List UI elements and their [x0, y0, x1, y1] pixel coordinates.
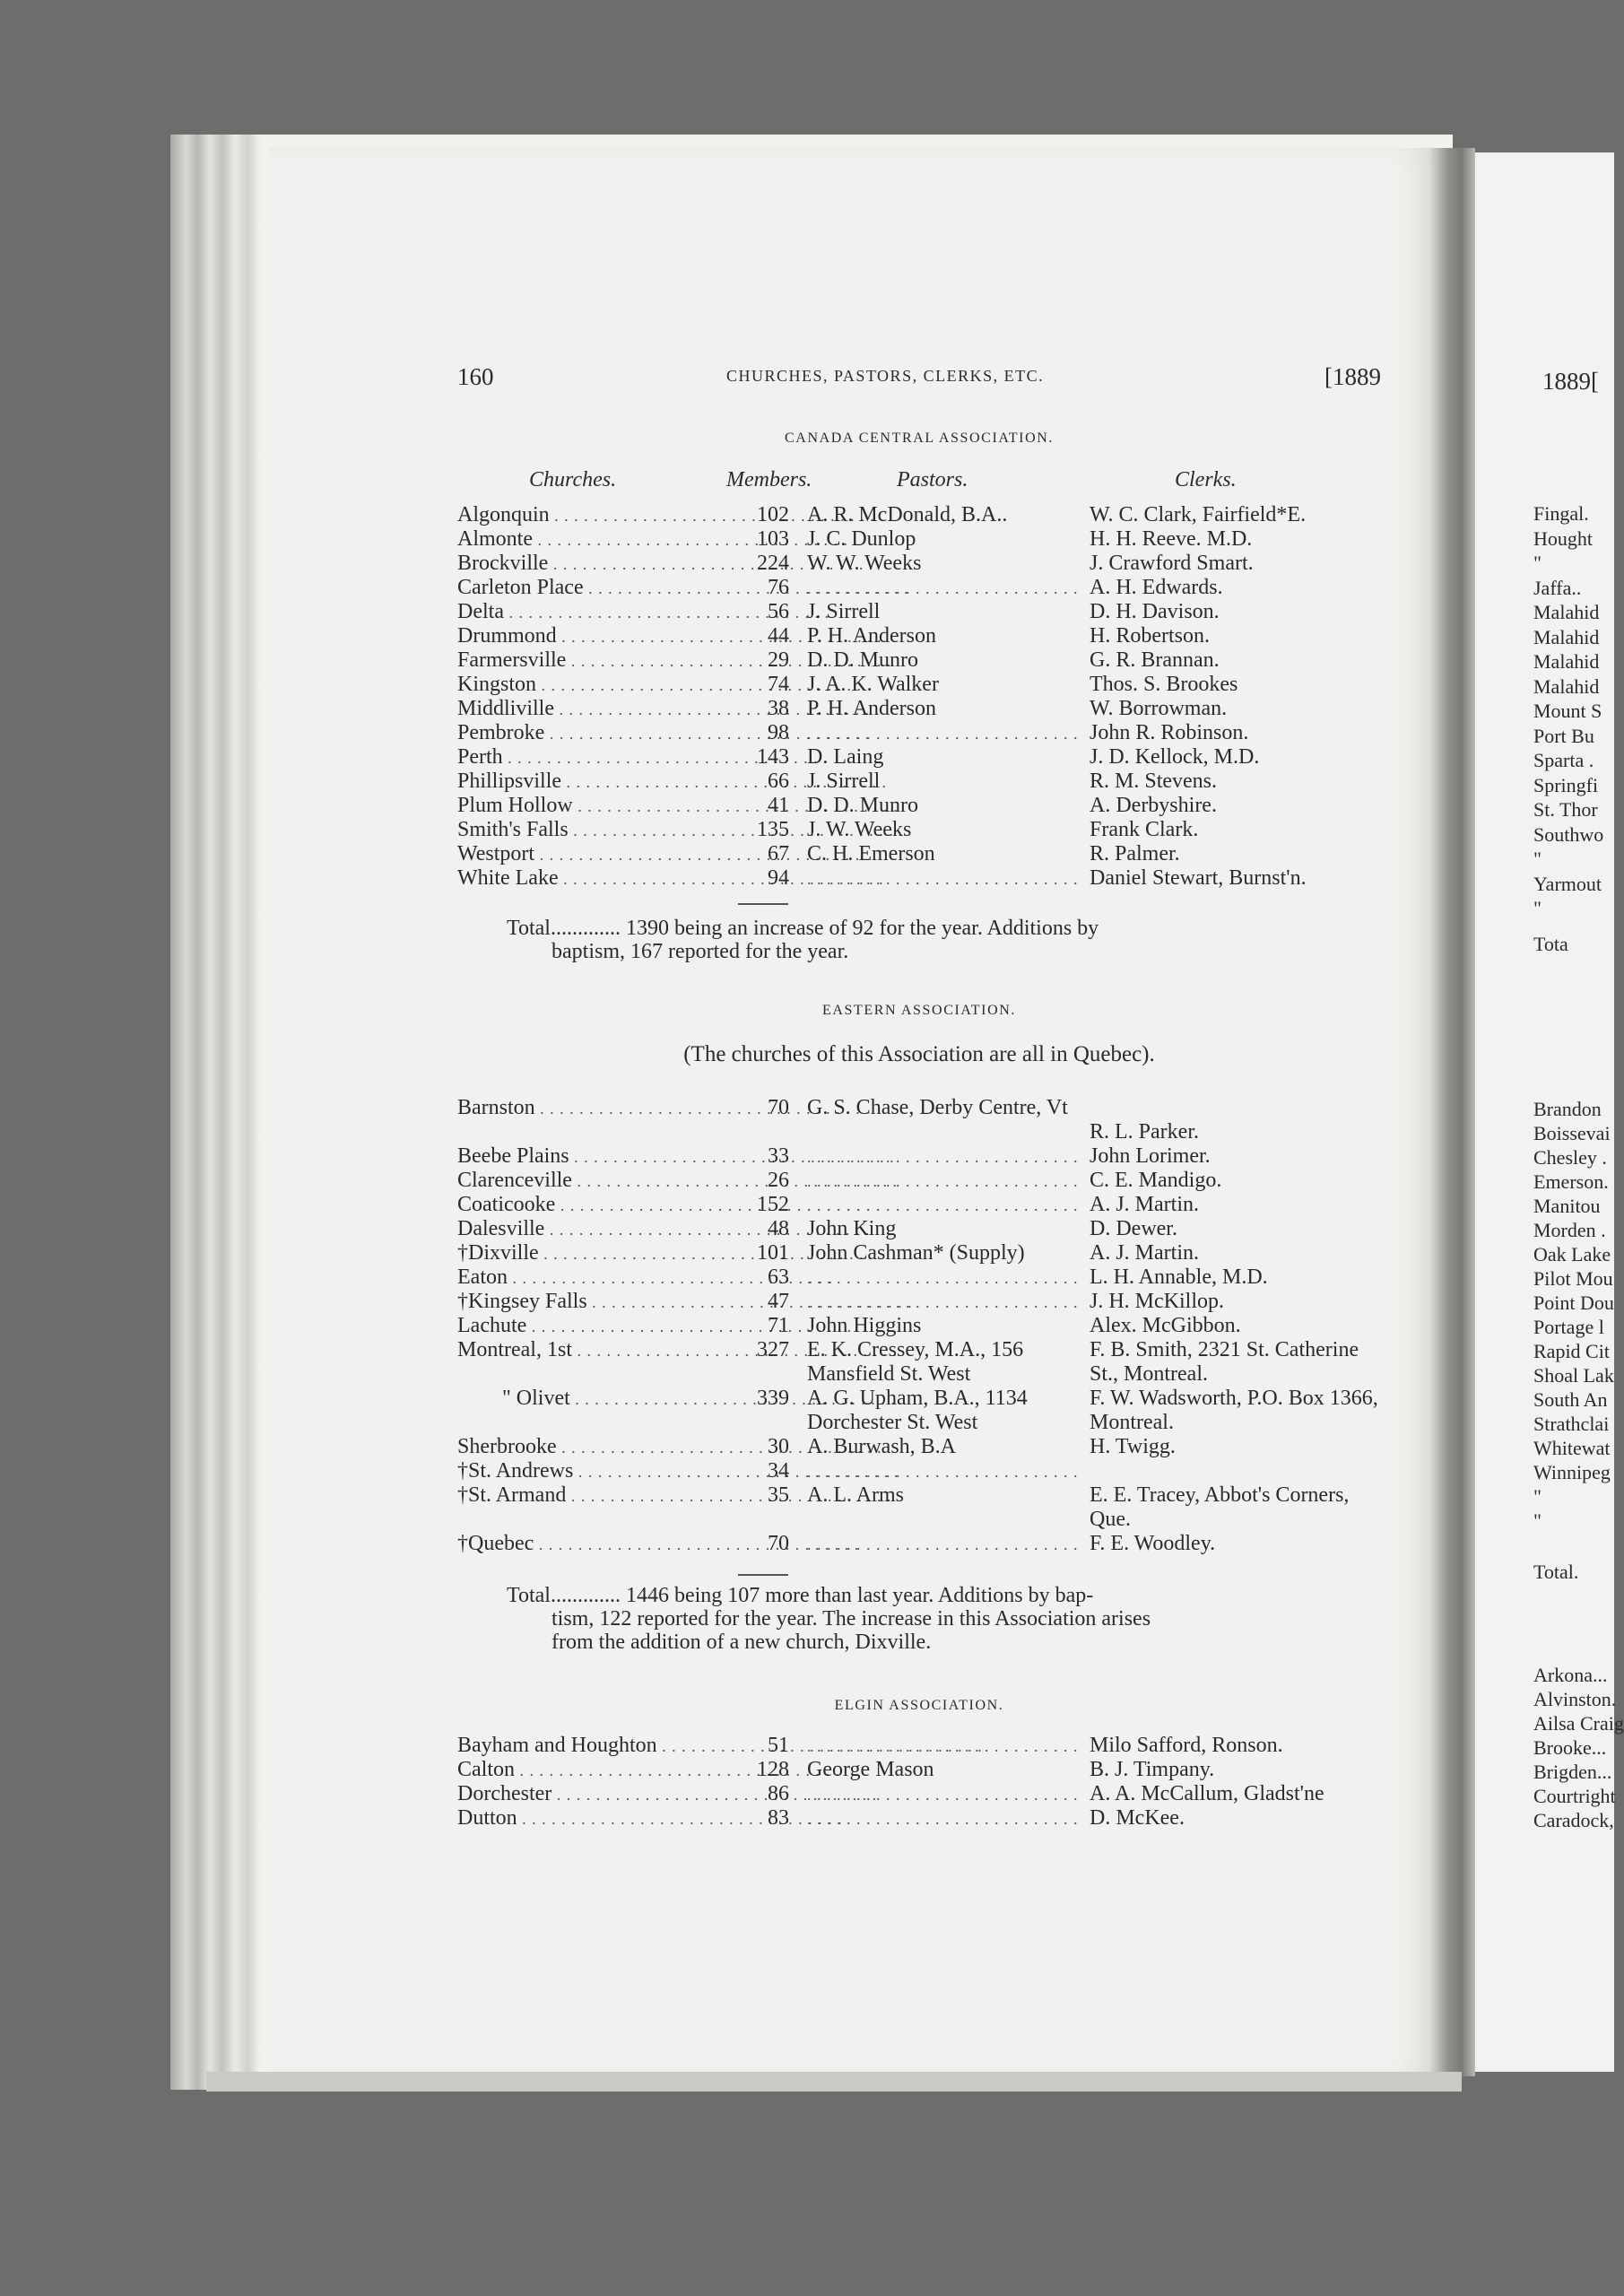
- pastor-name: P. H. Anderson: [807, 697, 937, 720]
- pastor-name: [807, 1459, 1076, 1484]
- clerk-name: John Lorimer.: [1090, 1144, 1211, 1168]
- member-count: 71: [768, 1314, 789, 1337]
- member-count: 30: [768, 1435, 789, 1458]
- clerk-name: R. L. Parker.: [1090, 1120, 1199, 1144]
- table-row: [457, 842, 1381, 866]
- member-count: 70: [768, 1096, 789, 1119]
- table-row: [457, 1435, 1381, 1459]
- table-row: [457, 1241, 1381, 1265]
- right-page-entry: Pilot Mou: [1533, 1267, 1613, 1290]
- clerk-name: H. H. Reeve. M.D.: [1090, 527, 1253, 551]
- clerk-name: F. E. Woodley.: [1090, 1532, 1216, 1555]
- eastern-title: EASTERN ASSOCIATION.: [821, 1003, 1016, 1018]
- right-page-entry: South An: [1533, 1388, 1608, 1411]
- church-name: Delta . . .: [457, 600, 726, 624]
- clerk-name: Daniel Stewart, Burnst'n.: [1090, 866, 1307, 890]
- right-page-entry: Tota: [1533, 933, 1568, 955]
- right-page-entry: Jaffa..: [1533, 576, 1582, 599]
- pastor-name: P. H. Anderson: [807, 624, 937, 648]
- clerk-name: G. R. Brannan.: [1090, 648, 1220, 672]
- church-name: Clarenceville . . .: [457, 1169, 726, 1193]
- page-number: 160: [457, 363, 494, 390]
- church-name: Carleton Place . . .: [457, 576, 726, 600]
- right-page-entry: ": [1533, 1485, 1541, 1508]
- right-page-entry: St. Thor: [1533, 798, 1598, 821]
- right-page-entry: Brooke...: [1533, 1736, 1607, 1759]
- clerk-name: Thos. S. Brookes: [1090, 673, 1238, 696]
- clerk-name: H. Robertson.: [1090, 624, 1210, 648]
- pastor-name: [807, 1265, 1076, 1291]
- member-count: 101: [757, 1241, 789, 1265]
- pastor-name: [807, 1782, 1076, 1807]
- church-name: Drummond . . .: [457, 624, 726, 648]
- right-page-entry: Port Bu: [1533, 724, 1594, 747]
- church-name: Brockville . . .: [457, 552, 726, 576]
- table-row: [457, 1314, 1381, 1338]
- clerk-name: Frank Clark.: [1090, 818, 1199, 841]
- pastor-name: G. S. Chase, Derby Centre, Vt: [807, 1096, 1068, 1119]
- church-name: †Kingsey Falls . . .: [457, 1290, 726, 1314]
- clerk-name: B. J. Timpany.: [1090, 1758, 1215, 1781]
- clerk-name: A. A. McCallum, Gladst'ne: [1090, 1782, 1324, 1805]
- member-count: 38: [768, 697, 789, 720]
- right-page-entry: Springfi: [1533, 773, 1599, 796]
- pastor-name: [807, 866, 1076, 891]
- member-count: 26: [768, 1169, 789, 1192]
- member-count: 152: [757, 1193, 789, 1216]
- clerk-name: Alex. McGibbon.: [1090, 1314, 1241, 1337]
- running-year: [1889: [1324, 363, 1381, 390]
- member-count: 41: [768, 794, 789, 817]
- clerk-name: R. M. Stevens.: [1090, 770, 1218, 793]
- church-name: " Olivet . . .: [457, 1387, 726, 1411]
- right-page-entry: Emerson.: [1533, 1170, 1609, 1193]
- clerk-name: F. W. Wadsworth, P.O. Box 1366, Montreal.: [1090, 1387, 1378, 1434]
- right-page-entry: Manitou: [1533, 1195, 1601, 1217]
- pastor-name: D. D. Munro: [807, 648, 918, 672]
- pastor-name: [807, 1144, 1076, 1170]
- right-page-entry: Malahid: [1533, 650, 1600, 673]
- clerk-name: A. J. Martin.: [1090, 1241, 1199, 1265]
- right-page-entry: ": [1533, 1509, 1541, 1532]
- clerk-name: Milo Safford, Ronson.: [1090, 1734, 1283, 1757]
- table-row: [457, 576, 1381, 600]
- elgin-table: [457, 1734, 1381, 1831]
- right-page-entry: Courtright: [1533, 1785, 1616, 1807]
- clerk-name: L. H. Annable, M.D.: [1090, 1265, 1268, 1289]
- table-row: [457, 1290, 1381, 1314]
- church-name: Smith's Falls . . .: [457, 818, 726, 842]
- church-name: †Dixville . . .: [457, 1241, 726, 1265]
- right-page-entry: Brigden...: [1533, 1761, 1612, 1783]
- church-name: †St. Andrews . . .: [457, 1459, 726, 1483]
- header-pastors: Pastors.: [897, 468, 968, 491]
- clerk-name: D. H. Davison.: [1090, 600, 1220, 623]
- right-page-entry: Oak Lake: [1533, 1243, 1611, 1265]
- member-count: 98: [768, 721, 789, 744]
- table-row: [457, 866, 1381, 891]
- right-page-entry: Portage l: [1533, 1316, 1604, 1338]
- pastor-name: [807, 1806, 1076, 1831]
- table-row: [457, 1096, 1381, 1144]
- member-count: 339: [757, 1387, 789, 1410]
- right-page-entry: Whitewat: [1533, 1437, 1611, 1459]
- church-name: Coaticooke . . .: [457, 1193, 726, 1217]
- church-name: White Lake . . .: [457, 866, 726, 891]
- book-gutter: [1430, 148, 1475, 2076]
- member-count: 66: [768, 770, 789, 793]
- pastor-name: D. Laing: [807, 745, 884, 769]
- right-page-entry: Chesley .: [1533, 1146, 1607, 1169]
- eastern-total-line2: tism, 122 reported for the year. The increase in this Association arises: [551, 1607, 1151, 1631]
- church-name: †Quebec . . .: [457, 1532, 726, 1556]
- right-page-entry: Mount S: [1533, 700, 1602, 722]
- pastor-name: John King: [807, 1217, 897, 1240]
- pastor-name: J. A. K. Walker: [807, 673, 939, 696]
- pastor-name: John Higgins: [807, 1314, 922, 1337]
- right-page-entry: Malahid: [1533, 674, 1600, 698]
- right-page-entry: ": [1533, 897, 1541, 919]
- table-row: [457, 745, 1381, 770]
- right-page-entry: Southwo: [1533, 822, 1604, 846]
- member-count: 51: [768, 1734, 789, 1757]
- pastor-name: [807, 1532, 1076, 1557]
- table-row: [457, 503, 1381, 527]
- pastor-name: A. L. Arms: [807, 1483, 904, 1507]
- right-page-entry: Rapid Cit: [1533, 1340, 1610, 1362]
- table-row: [457, 697, 1381, 721]
- eastern-total-line3: from the addition of a new church, Dixville.: [551, 1631, 932, 1654]
- church-name: Perth . . .: [457, 745, 726, 770]
- table-row: [457, 1483, 1381, 1532]
- page-bottom-edge: [206, 2072, 1462, 2092]
- canada-central-title: CANADA CENTRAL ASSOCIATION.: [785, 430, 1054, 446]
- canada-central-table: [457, 503, 1381, 891]
- clerk-name: C. E. Mandigo.: [1090, 1169, 1222, 1192]
- header-churches: Churches.: [529, 468, 617, 491]
- canada-central-total: [457, 917, 1381, 963]
- pastor-name: [807, 576, 1076, 601]
- church-name: Almonte . . .: [457, 527, 726, 552]
- table-row: [457, 1758, 1381, 1782]
- clerk-name: R. Palmer.: [1090, 842, 1180, 865]
- pastor-name: E. K. Cressey, M.A., 156 Mansfield St. West: [807, 1338, 1024, 1386]
- member-count: 135: [757, 818, 789, 841]
- member-count: 94: [768, 866, 789, 890]
- clerk-name: A. H. Edwards.: [1090, 576, 1223, 599]
- church-name: Dalesville . . .: [457, 1217, 726, 1241]
- church-name: Middliville . . .: [457, 697, 726, 721]
- table-row: [457, 1459, 1381, 1483]
- pastor-name: A. G. Upham, B.A., 1134 Dorchester St. West: [807, 1387, 1028, 1434]
- table-row: [457, 527, 1381, 552]
- right-page-entry: Sparta .: [1533, 749, 1594, 771]
- pastor-name: George Mason: [807, 1758, 934, 1781]
- pastor-name: J. C. Dunlop: [807, 527, 916, 551]
- running-head: [457, 363, 1381, 396]
- member-count: 29: [768, 648, 789, 672]
- right-page-entry: Strathclai: [1533, 1413, 1610, 1435]
- clerk-name: D. McKee.: [1090, 1806, 1185, 1830]
- member-count: 327: [757, 1338, 789, 1361]
- pastor-name: [807, 1290, 1076, 1315]
- church-name: Algonquin . . .: [457, 503, 726, 527]
- member-count: 63: [768, 1265, 789, 1289]
- right-page-entry: Boissevai: [1533, 1122, 1611, 1144]
- right-page-entry: Alvinston.: [1533, 1688, 1617, 1710]
- pastor-name: D. D. Munro: [807, 794, 918, 817]
- church-name: Plum Hollow . . .: [457, 794, 726, 818]
- member-count: 67: [768, 842, 789, 865]
- right-page-year: 1889[: [1542, 368, 1599, 395]
- clerk-name: J. H. McKillop.: [1090, 1290, 1224, 1313]
- table-row: [457, 552, 1381, 576]
- church-name: Pembroke . . .: [457, 721, 726, 745]
- clerk-name: H. Twigg.: [1090, 1435, 1176, 1458]
- church-name: Barnston . . .: [457, 1096, 726, 1120]
- table-row: [457, 624, 1381, 648]
- clerk-name: A. J. Martin.: [1090, 1193, 1199, 1216]
- table-row: [457, 1734, 1381, 1758]
- church-name: Beebe Plains . . .: [457, 1144, 726, 1169]
- pastor-name: J. W. Weeks: [807, 818, 912, 841]
- church-name: Montreal, 1st . . .: [457, 1338, 726, 1362]
- clerk-name: John R. Robinson.: [1090, 721, 1249, 744]
- clerk-name: F. B. Smith, 2321 St. Catherine St., Montreal.: [1090, 1338, 1359, 1386]
- right-page-entry: Morden .: [1533, 1219, 1606, 1241]
- table-row: [457, 794, 1381, 818]
- right-page-entry: ": [1533, 848, 1541, 870]
- right-page-entry: Yarmout: [1533, 872, 1602, 895]
- table-row: [457, 1217, 1381, 1241]
- total-rule: [738, 1574, 788, 1576]
- right-page-entry: Total.: [1533, 1561, 1579, 1583]
- member-count: 224: [757, 552, 789, 575]
- clerk-name: A. Derbyshire.: [1090, 794, 1217, 817]
- pastor-name: J. Sirrell: [807, 770, 881, 793]
- member-count: 103: [757, 527, 789, 551]
- header-members: Members.: [726, 468, 812, 491]
- right-page-entry: Fingal.: [1533, 502, 1589, 525]
- table-row: [457, 770, 1381, 794]
- clerk-name: W. C. Clark, Fairfield*E.: [1090, 503, 1307, 526]
- table-row: [457, 1532, 1381, 1556]
- table-row: [457, 1387, 1381, 1435]
- elgin-title: ELGIN ASSOCIATION.: [834, 1698, 1004, 1713]
- eastern-table: [457, 1096, 1381, 1556]
- member-count: 56: [768, 600, 789, 623]
- right-page-entry: Caradock,: [1533, 1809, 1614, 1831]
- church-name: Sherbrooke . . .: [457, 1435, 726, 1459]
- table-row: [457, 1265, 1381, 1290]
- pastor-name: A. R. McDonald, B.A..: [807, 503, 1008, 526]
- pastor-name: [807, 721, 1076, 746]
- pastor-name: [807, 1193, 1076, 1218]
- member-count: 48: [768, 1217, 789, 1240]
- member-count: 44: [768, 624, 789, 648]
- pastor-name: C. H. Emerson: [807, 842, 935, 865]
- eastern-total-line1: Total............. 1446 being 107 more than last year. Additions by bap-: [507, 1584, 1094, 1607]
- header-clerks: Clerks.: [1175, 468, 1237, 491]
- church-name: Phillipsville . . .: [457, 770, 726, 794]
- running-title: CHURCHES, PASTORS, CLERKS, ETC.: [726, 367, 1045, 385]
- member-count: 34: [768, 1459, 789, 1483]
- right-page-entry: Winnipeg: [1533, 1461, 1611, 1483]
- table-row: [457, 1806, 1381, 1831]
- eastern-total: [457, 1584, 1381, 1654]
- table-row: [457, 1193, 1381, 1217]
- member-count: 143: [757, 745, 789, 769]
- pastor-name: A. Burwash, B.A: [807, 1435, 956, 1458]
- pastor-name: John Cashman* (Supply): [807, 1241, 1025, 1265]
- pastor-name: [807, 1734, 1076, 1759]
- table-row: [457, 818, 1381, 842]
- member-count: 83: [768, 1806, 789, 1830]
- member-count: 47: [768, 1290, 789, 1313]
- pastor-name: [807, 1169, 1076, 1194]
- church-name: Calton . . .: [457, 1758, 726, 1782]
- table-row: [457, 721, 1381, 745]
- right-page-entry: Malahid: [1533, 601, 1600, 623]
- table-row: [457, 673, 1381, 697]
- church-name: Kingston . . .: [457, 673, 726, 697]
- right-page-entry: ": [1533, 552, 1541, 574]
- pastor-name: J. Sirrell: [807, 600, 881, 623]
- clerk-name: W. Borrowman.: [1090, 697, 1228, 720]
- clerk-name: J. Crawford Smart.: [1090, 552, 1254, 575]
- table-row: [457, 648, 1381, 673]
- canada-central-total-line2: baptism, 167 reported for the year.: [551, 940, 849, 963]
- church-name: Westport . . .: [457, 842, 726, 866]
- table-row: [457, 600, 1381, 624]
- eastern-note: (The churches of this Association are all in Quebec).: [683, 1042, 1155, 1066]
- member-count: 35: [768, 1483, 789, 1507]
- member-count: 33: [768, 1144, 789, 1168]
- member-count: 70: [768, 1532, 789, 1555]
- church-name: Eaton . . .: [457, 1265, 726, 1290]
- clerk-name: J. D. Kellock, M.D.: [1090, 745, 1260, 769]
- member-count: 128: [757, 1758, 789, 1781]
- member-count: 86: [768, 1782, 789, 1805]
- church-name: Farmersville . . .: [457, 648, 726, 673]
- right-page-entry: Shoal Lak: [1533, 1364, 1614, 1387]
- member-count: 102: [757, 503, 789, 526]
- member-count: 74: [768, 673, 789, 696]
- church-name: Lachute . . .: [457, 1314, 726, 1338]
- church-name: Dorchester . . .: [457, 1782, 726, 1806]
- table-row: [457, 1169, 1381, 1193]
- total-rule: [738, 903, 788, 905]
- member-count: 76: [768, 576, 789, 599]
- right-page-entry: Ailsa Craig: [1533, 1712, 1624, 1735]
- church-name: Bayham and Houghton . . .: [457, 1734, 726, 1758]
- clerk-name: D. Dewer.: [1090, 1217, 1177, 1240]
- table-row: [457, 1782, 1381, 1806]
- right-page-entry: Hought: [1533, 526, 1593, 550]
- church-name: Dutton . . .: [457, 1806, 726, 1831]
- right-page-entry: Malahid: [1533, 625, 1600, 648]
- table-row: [457, 1338, 1381, 1387]
- church-name: †St. Armand . . .: [457, 1483, 726, 1508]
- pastor-name: W. W. Weeks: [807, 552, 922, 575]
- table-row: [457, 1144, 1381, 1169]
- clerk-name: E. E. Tracey, Abbot's Corners, Que.: [1090, 1483, 1350, 1531]
- right-page-entry: Brandon: [1533, 1098, 1602, 1120]
- canada-central-total-line1: Total............. 1390 being an increase of 92 for the year. Additions by: [507, 917, 1099, 940]
- right-page-entry: Point Dou: [1533, 1292, 1614, 1314]
- right-page-entry: Arkona...: [1533, 1664, 1608, 1686]
